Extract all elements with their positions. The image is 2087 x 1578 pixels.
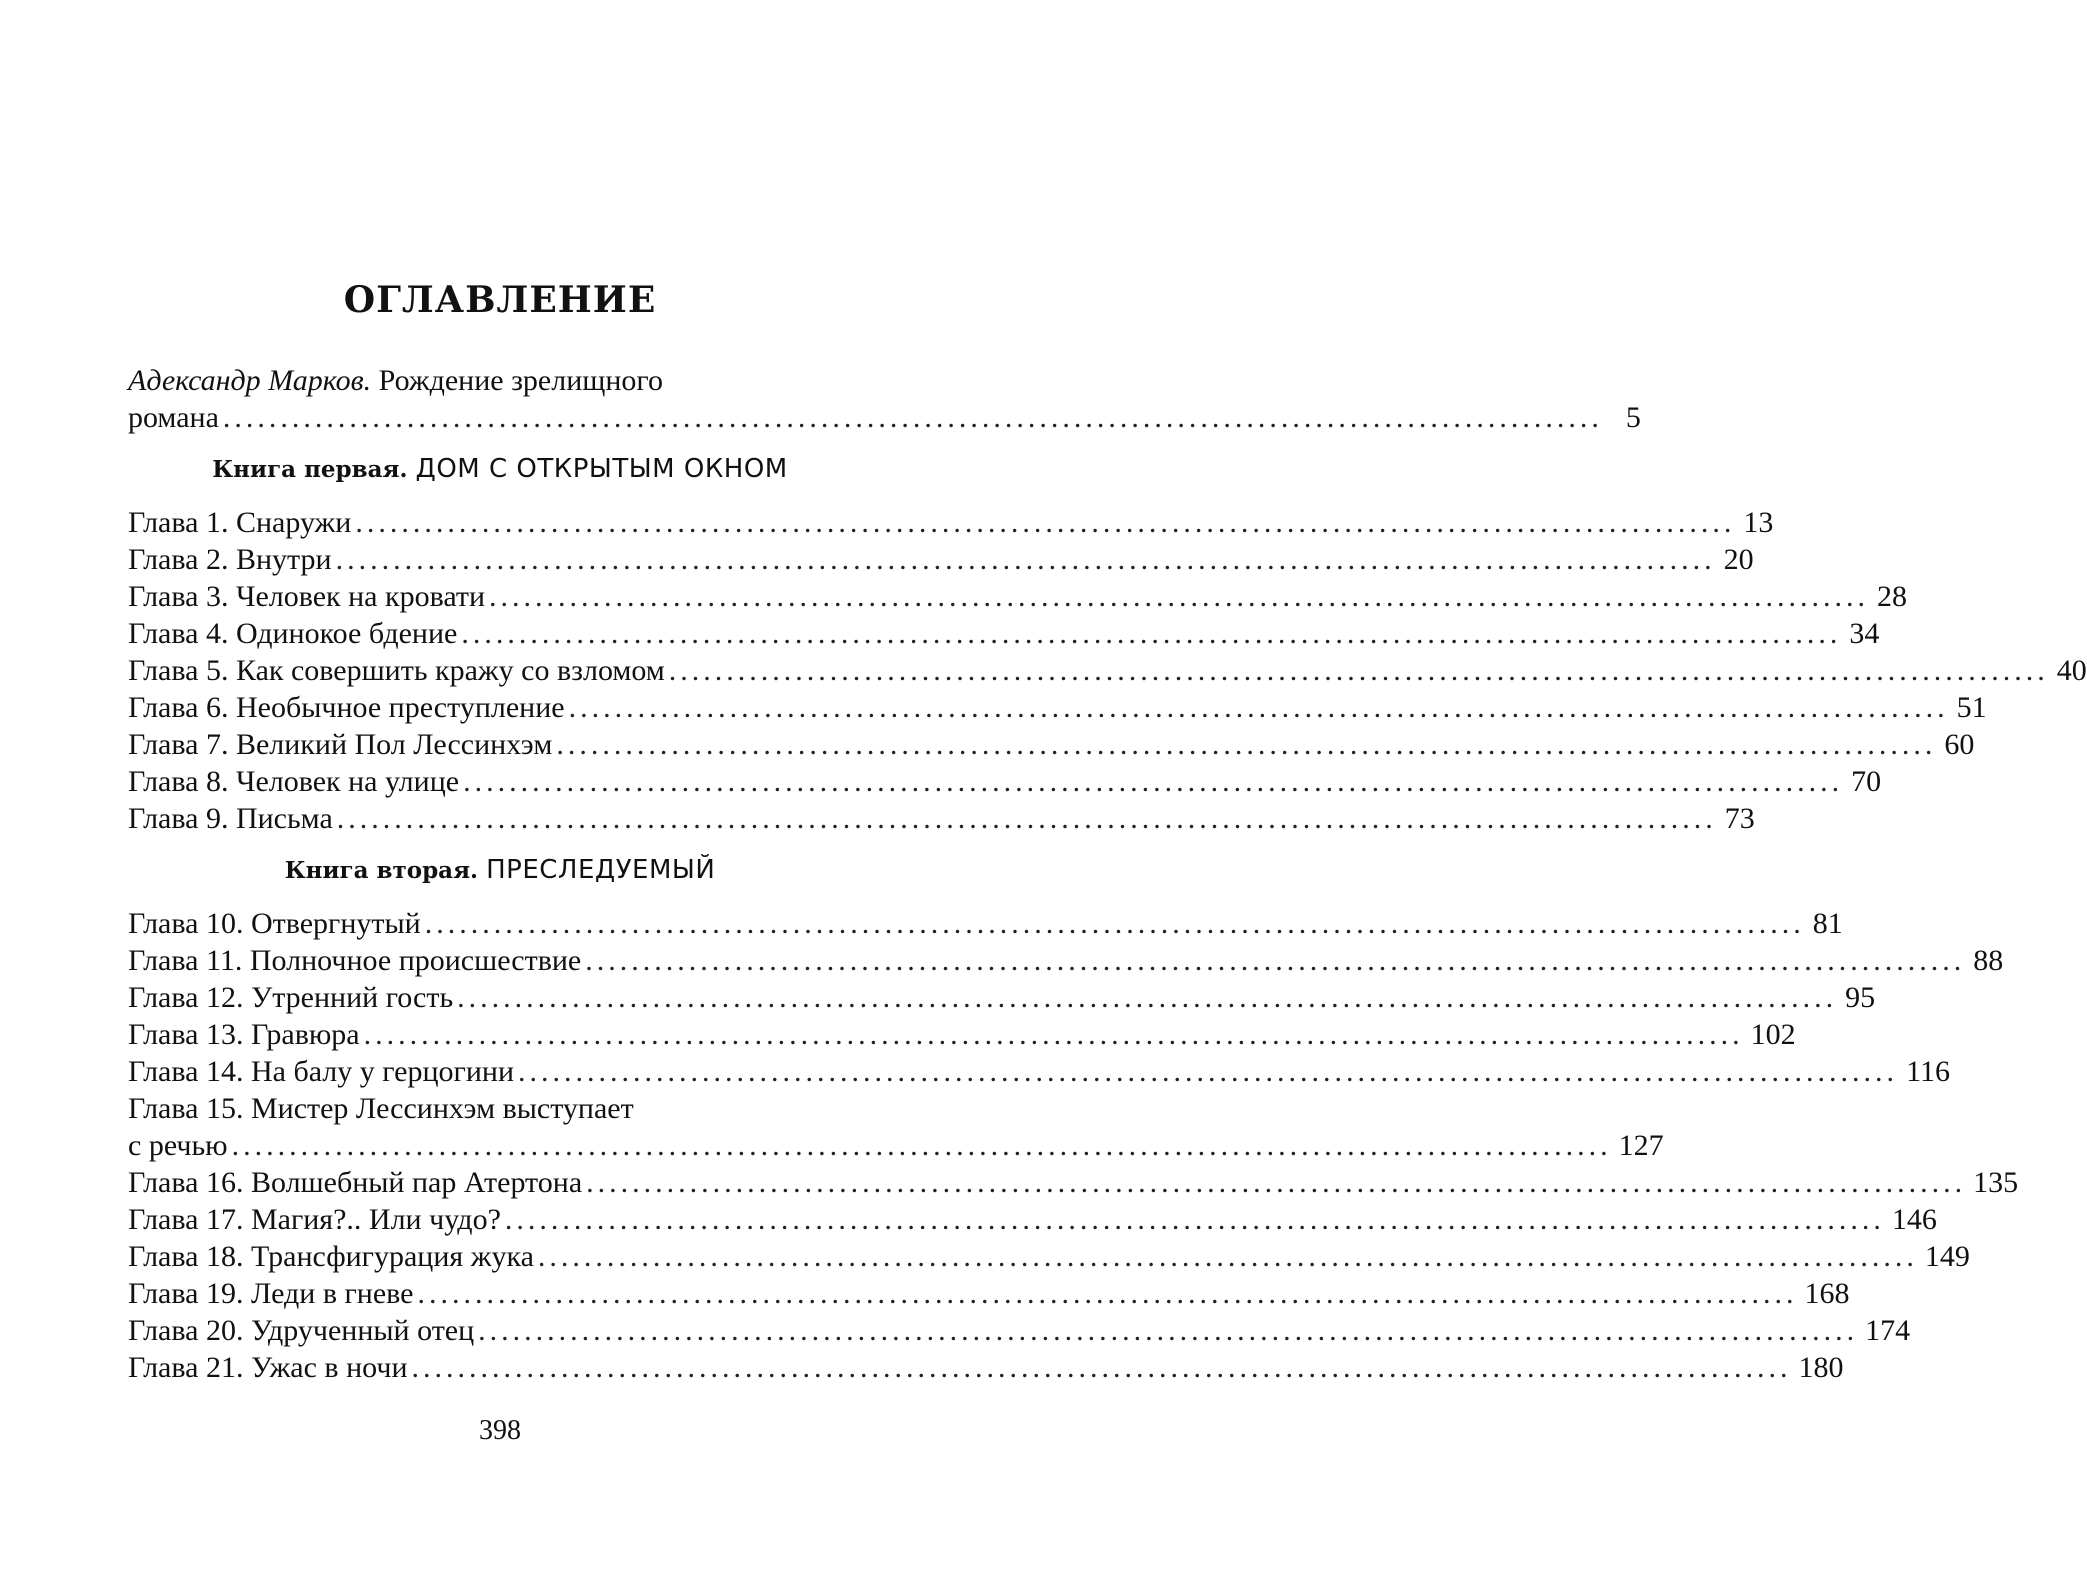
chapter-label: Глава 4. Одинокое бдение: [128, 617, 458, 650]
intro-title-part1: Рождение зрелищного: [378, 364, 663, 397]
chapter-page: 180: [1798, 1351, 1844, 1384]
chapter-page: 34: [1849, 617, 1880, 650]
chapter-page: 70: [1851, 765, 1882, 798]
chapter-page: 116: [1906, 1055, 1951, 1088]
chapter-label: Глава 14. На балу у герцогини: [128, 1055, 515, 1088]
dot-leader: ........................................................................................................................: [457, 981, 1838, 1014]
chapter-entry[interactable]: [128, 1275, 1850, 1312]
chapter-label: Глава 8. Человек на улице: [128, 765, 460, 798]
dot-leader: ........................................................................................................................: [518, 1055, 1899, 1088]
chapter-page: 168: [1804, 1277, 1850, 1310]
dot-leader: ........................................................................................................................: [231, 1129, 1612, 1162]
chapter-entry[interactable]: [128, 652, 2087, 689]
dot-leader: ........................................................................................................................: [417, 1277, 1798, 1310]
chapter-label: Глава 10. Отвергнутый: [128, 907, 421, 940]
dot-leader: ........................................................................................................................: [478, 1314, 1859, 1347]
chapter-page: 81: [1812, 907, 1843, 940]
chapter-entry[interactable]: [128, 726, 1975, 763]
chapter-label: Глава 13. Гравюра: [128, 1018, 360, 1051]
intro-entry[interactable]: [128, 399, 1641, 436]
chapter-page: 73: [1724, 802, 1755, 835]
chapter-page: 174: [1865, 1314, 1911, 1347]
chapter-label: Глава 1. Снаружи: [128, 506, 352, 539]
chapter-entry-line1: [128, 1090, 872, 1127]
chapter-label: Глава 16. Волшебный пар Атертона: [128, 1166, 583, 1199]
chapter-label: Глава 19. Леди в гневе: [128, 1277, 414, 1310]
chapter-entry[interactable]: [128, 800, 1755, 837]
dot-leader: ........................................................................................................................: [537, 1240, 1918, 1273]
dot-leader: ........................................................................................................................: [586, 1166, 1967, 1199]
dot-leader: ........................................................................................................................: [463, 765, 1844, 798]
chapter-entry[interactable]: [128, 1201, 1937, 1238]
dot-leader: ........................................................................................................................: [461, 617, 1842, 650]
dot-leader: ........................................................................................................................: [568, 691, 1949, 724]
chapter-label: Глава 9. Письма: [128, 802, 333, 835]
chapter-label: Глава 20. Удрученный отец: [128, 1314, 475, 1347]
chapter-entry[interactable]: [128, 1053, 1951, 1090]
chapter-page: 88: [1973, 944, 2004, 977]
chapter-entry[interactable]: [128, 1016, 1796, 1053]
chapter-label-line1: Глава 15. Мистер Лессинхэм выступает: [128, 1092, 634, 1125]
chapter-entry[interactable]: [128, 1349, 1844, 1386]
book-label: Книга первая.: [212, 456, 408, 483]
chapter-page: 95: [1845, 981, 1876, 1014]
dot-leader: ........................................................................................................................: [556, 728, 1937, 761]
chapter-page: 102: [1750, 1018, 1796, 1051]
chapter-page: 13: [1743, 506, 1774, 539]
dot-leader: ........................................................................................................................: [335, 543, 1716, 576]
book-name: ПРЕСЛЕДУЕМЫЙ: [486, 855, 716, 885]
chapter-entry[interactable]: [128, 942, 2004, 979]
chapter-entry[interactable]: [128, 763, 1882, 800]
book-heading-2: [128, 843, 872, 897]
chapter-page: 135: [1973, 1166, 2019, 1199]
dot-leader: ........................................................................................................................: [668, 654, 2049, 687]
chapter-entry[interactable]: [128, 1164, 2019, 1201]
book-label: Книга вторая.: [284, 857, 479, 884]
chapter-page: 51: [1956, 691, 1987, 724]
dot-leader: ........................................................................................................................: [489, 580, 1870, 613]
chapter-entry[interactable]: [128, 1127, 1664, 1164]
intro-author: Адександр Марков.: [128, 364, 372, 397]
chapter-page: 127: [1618, 1129, 1664, 1162]
dot-leader: ........................................................................................................................: [504, 1203, 1885, 1236]
chapter-label: Глава 5. Как совершить кражу со взломом: [128, 654, 665, 687]
chapter-page: 60: [1944, 728, 1975, 761]
dot-leader: ........................................................................................................................: [585, 944, 1966, 977]
chapter-entry[interactable]: [128, 979, 1876, 1016]
chapter-label: Глава 3. Человек на кровати: [128, 580, 486, 613]
chapter-entry[interactable]: [128, 541, 1754, 578]
chapter-page: 20: [1723, 543, 1754, 576]
chapter-label: с речью: [128, 1129, 228, 1162]
dot-leader: ........................................................................................................................: [363, 1018, 1744, 1051]
chapter-page: 146: [1891, 1203, 1937, 1236]
chapter-entry[interactable]: [128, 1238, 1970, 1275]
book-heading-1: [128, 442, 872, 496]
chapter-entry[interactable]: [128, 615, 1880, 652]
chapter-label: Глава 2. Внутри: [128, 543, 332, 576]
chapter-entry[interactable]: [128, 905, 1843, 942]
chapter-entry[interactable]: [128, 689, 1987, 726]
dot-leader: ........................................................................................................................: [355, 506, 1736, 539]
dot-leader: ........................................................................................................................: [222, 401, 1603, 434]
dot-leader: ........................................................................................................................: [411, 1351, 1792, 1384]
chapter-page: 28: [1877, 580, 1908, 613]
book-name: ДОМ С ОТКРЫТЫМ ОКНОМ: [415, 454, 788, 484]
intro-entry-line1: [128, 362, 872, 399]
chapter-entry[interactable]: [128, 1312, 1911, 1349]
chapter-label: Глава 18. Трансфигурация жука: [128, 1240, 534, 1273]
chapter-label: Глава 17. Магия?.. Или чудо?: [128, 1203, 501, 1236]
dot-leader: ........................................................................................................................: [336, 802, 1717, 835]
page-title: ОГЛАВЛЕНИЕ: [343, 279, 657, 321]
chapter-label: Глава 12. Утренний гость: [128, 981, 454, 1014]
page-number: 398: [479, 1415, 521, 1446]
chapter-page: 149: [1924, 1240, 1970, 1273]
chapter-label: Глава 11. Полночное происшествие: [128, 944, 582, 977]
dot-leader: ........................................................................................................................: [424, 907, 1805, 940]
table-of-contents: [128, 362, 2087, 1386]
intro-page: 5: [1625, 401, 1641, 434]
chapter-entry[interactable]: [128, 504, 1774, 541]
chapter-label: Глава 7. Великий Пол Лессинхэм: [128, 728, 553, 761]
chapter-label: Глава 6. Необычное преступление: [128, 691, 565, 724]
intro-title-part2: романа: [128, 401, 219, 434]
chapter-entry[interactable]: [128, 578, 1908, 615]
chapter-page: 40: [2056, 654, 2087, 687]
chapter-label: Глава 21. Ужас в ночи: [128, 1351, 408, 1384]
